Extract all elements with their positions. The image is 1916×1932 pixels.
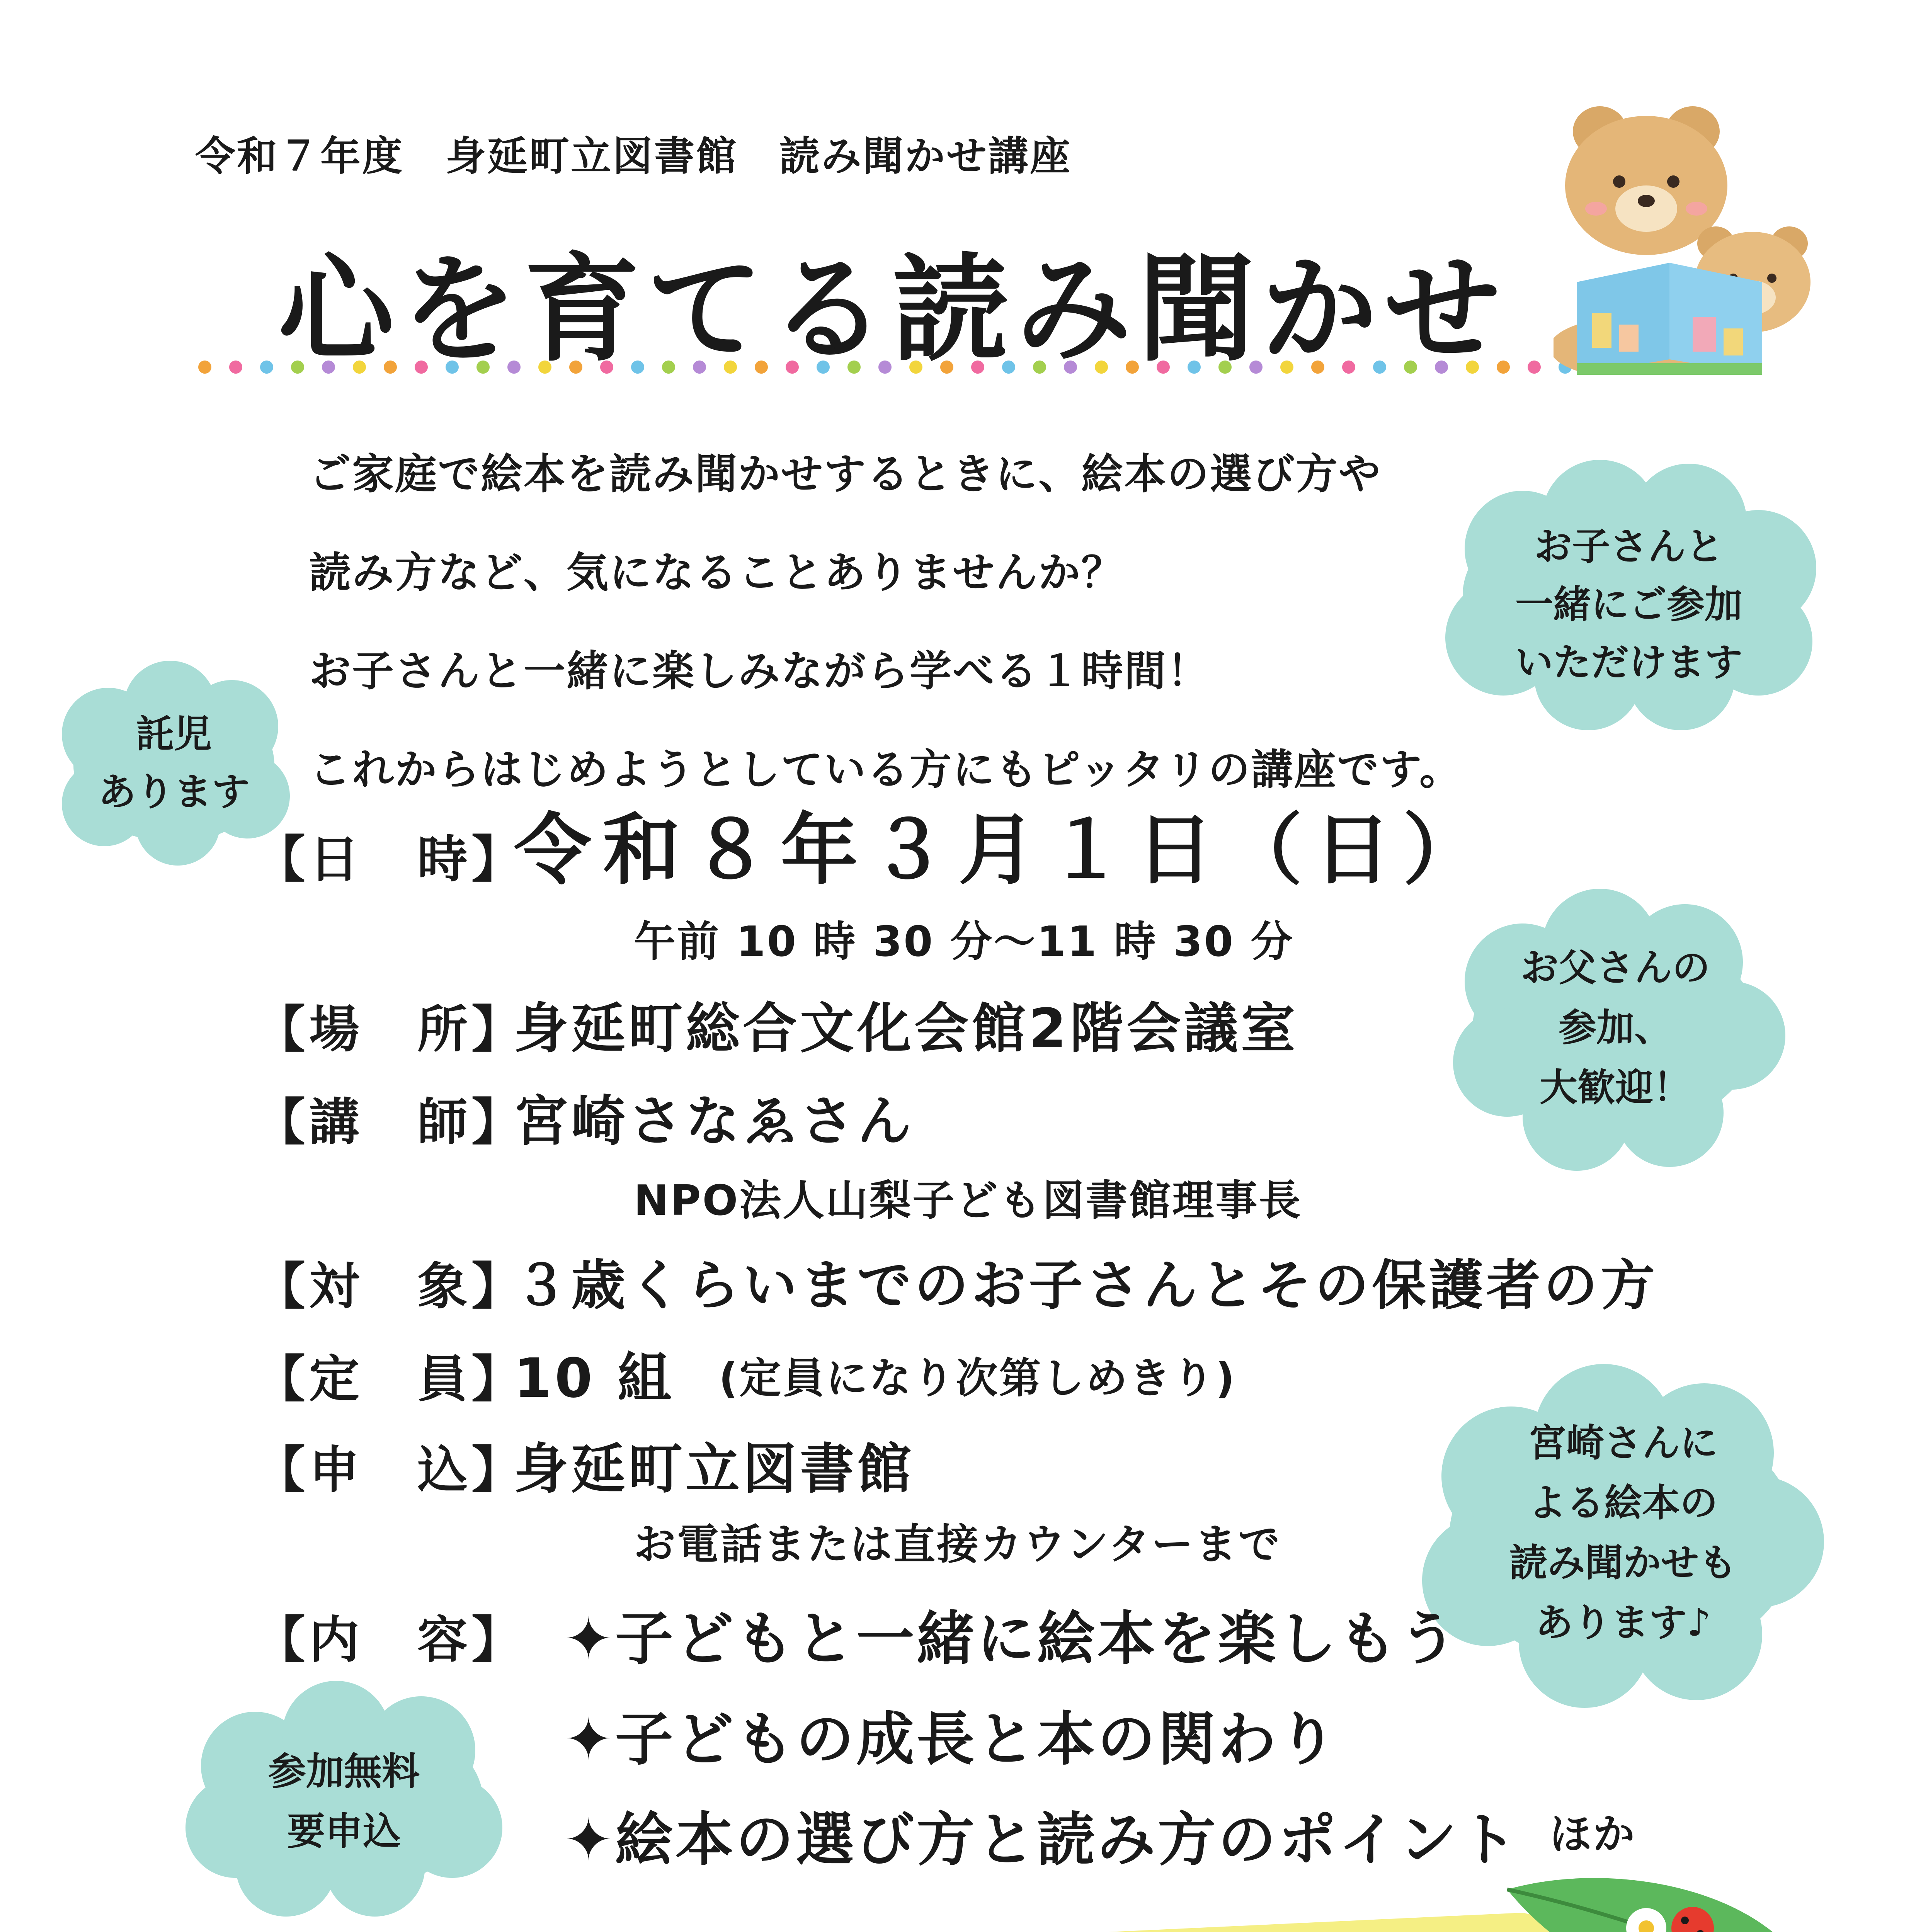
intro-line-4: これからはじめようとしている方にもピッタリの講座です。 xyxy=(309,746,1463,794)
page-title: 心を育てる読み聞かせ xyxy=(278,242,1507,377)
bubble-together-line-1: お子さんと xyxy=(1534,525,1724,569)
intro-line-2: 読み方など、気になることありませんか？ xyxy=(309,549,1125,597)
bubble-childcare-line-1: 託児 xyxy=(136,712,212,756)
apply-place: 身延町立図書館 xyxy=(514,1438,915,1501)
bubble-free xyxy=(174,1681,514,1920)
target-label: 【対 象】 xyxy=(255,1257,526,1316)
intro-line-1: ご家庭で絵本を読み聞かせするときに、絵本の選び方や xyxy=(309,450,1382,498)
bubble-free-line-1: 参加無料 xyxy=(268,1750,420,1794)
bubble-together xyxy=(1426,460,1832,730)
bubble-reading-line-1: 宮崎さんに xyxy=(1528,1421,1718,1465)
place-label: 【場 所】 xyxy=(255,1000,526,1059)
content-item-2: ✦子どもの成長と本の関わり xyxy=(564,1706,1339,1773)
divider-dot xyxy=(1528,361,1541,374)
bubble-reading-line-4: あります♪ xyxy=(1535,1601,1711,1645)
event-date: 令和８年３月１日（日） xyxy=(514,805,1492,895)
date-label: 【日 時】 xyxy=(255,830,526,889)
divider-dot xyxy=(260,361,273,374)
event-subtitle: 令和７年度 身延町立図書館 読み聞かせ講座 xyxy=(195,133,1072,180)
bubble-free-line-2: 要申込 xyxy=(287,1810,401,1854)
bubble-fathers-line-3: 大歓迎！ xyxy=(1539,1066,1691,1110)
event-time: 午前 10 時 30 分～11 時 30 分 xyxy=(634,918,1294,966)
lecturer-name: 宮崎さなゑさん xyxy=(514,1090,915,1153)
divider-dot xyxy=(229,361,242,374)
content-suffix: ほか xyxy=(1550,1810,1637,1859)
event-capacity: 10 組 xyxy=(514,1347,675,1410)
event-target: ３歳くらいまでのお子さんとその保護者の方 xyxy=(514,1254,1658,1317)
divider-dot xyxy=(198,361,211,374)
content-item-1: ✦子どもと一緒に絵本を楽しもう xyxy=(564,1605,1459,1673)
content-item-3: ✦絵本の選び方と読み方のポイント xyxy=(564,1806,1520,1874)
bubble-reading xyxy=(1411,1364,1836,1712)
capacity-label: 【定 員】 xyxy=(255,1350,526,1408)
content-label: 【内 容】 xyxy=(255,1611,526,1669)
event-place: 身延町総合文化会館2階会議室 xyxy=(514,997,1298,1060)
apply-note: お電話または直接カウンターまで xyxy=(634,1520,1281,1569)
bubble-fathers-line-2: 参加、 xyxy=(1558,1006,1672,1050)
intro-line-3: お子さんと一緒に楽しみながら学べる１時間！ xyxy=(309,647,1210,696)
cloud-shape xyxy=(174,1681,514,1920)
bubble-reading-line-2: よる絵本の xyxy=(1528,1481,1718,1525)
bubble-together-line-2: 一緒にご参加 xyxy=(1515,583,1742,627)
bubble-together-line-3: いただけます xyxy=(1515,641,1742,685)
apply-label: 【申 込】 xyxy=(255,1440,526,1499)
bubble-reading-line-3: 読み聞かせも xyxy=(1509,1541,1737,1585)
lecturer-title: NPO法人山梨子ども図書館理事長 xyxy=(634,1177,1302,1225)
lecturer-label: 【講 師】 xyxy=(255,1093,526,1151)
leaf-ladybug-icon xyxy=(1499,1866,1824,1932)
bubble-fathers-line-1: お父さんの xyxy=(1520,946,1710,990)
bear-reading-icon xyxy=(1554,97,1820,375)
capacity-note: (定員になり次第しめきり) xyxy=(719,1354,1236,1403)
bubble-fathers xyxy=(1438,889,1793,1171)
bubble-childcare-line-2: あります xyxy=(98,770,250,814)
